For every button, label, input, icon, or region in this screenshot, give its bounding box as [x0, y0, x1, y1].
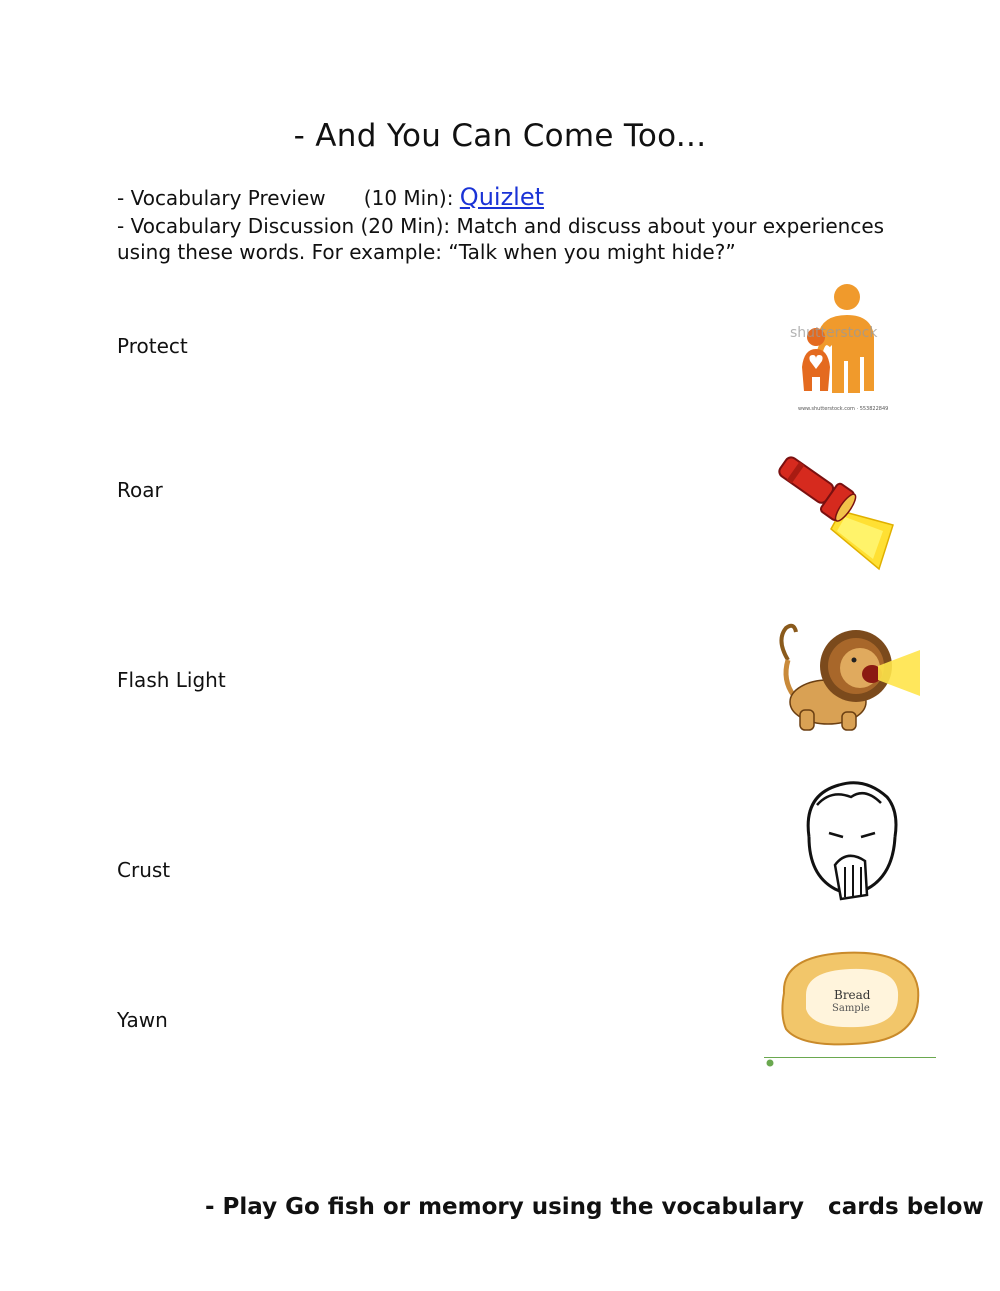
vocabulary-discussion-line: - Vocabulary Discussion (20 Min): Match and discuss about your experiences: [117, 214, 885, 238]
activity-instruction: - Play Go fish or memory using the vocabulary cards below: [205, 1194, 984, 1220]
protect-parent-child-image[interactable]: [760, 265, 910, 415]
protect-caption: www.shutterstock.com · 553822849: [798, 406, 889, 412]
word-flash-light: Flash Light: [117, 668, 226, 692]
preview-label: - Vocabulary Preview (10 Min):: [117, 186, 460, 210]
roaring-lion-image[interactable]: [772, 620, 922, 735]
word-protect: Protect: [117, 334, 188, 358]
protect-watermark: shutterstock: [790, 325, 878, 341]
bread-label-2: Sample: [832, 1003, 870, 1014]
quizlet-link[interactable]: Quizlet: [459, 183, 545, 211]
word-crust: Crust: [117, 858, 171, 882]
word-yawn: Yawn: [117, 1008, 168, 1032]
bread-label-1: Bread: [834, 988, 871, 1002]
vocabulary-discussion-example: using these words. For example: “Talk when you might hide?”: [117, 240, 736, 264]
word-roar: Roar: [117, 478, 163, 502]
page-title: - And You Can Come Too...: [293, 118, 707, 154]
bread-crust-image[interactable]: [762, 945, 937, 1070]
vocabulary-preview-line: [117, 184, 544, 211]
flashlight-image[interactable]: [775, 455, 895, 573]
yawning-boy-image[interactable]: [795, 775, 905, 903]
